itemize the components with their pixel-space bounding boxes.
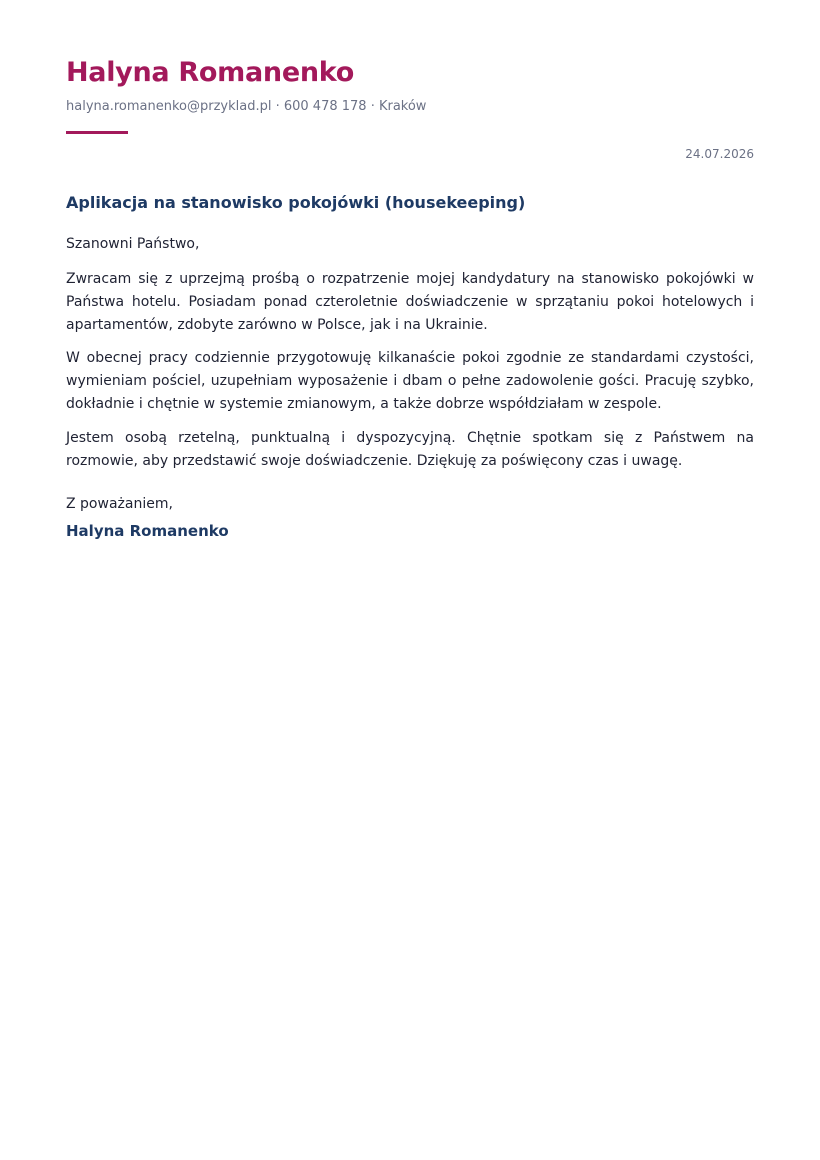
applicant-name: Halyna Romanenko: [66, 57, 354, 88]
accent-divider: [66, 131, 128, 134]
letter-closing: Z poważaniem,: [66, 496, 173, 512]
letter-paragraph: W obecnej pracy codziennie przygotowuję kilkanaście pokoi zgodnie ze standardami czystości, wymieniam pościel, uzupełniam wyposażenie i dbam o pełne zadowolenie gości. Pracuję szybko, dokładnie i chętnie w systemie zmianowym, a także dobrze współdziałam w zespole.: [66, 350, 754, 412]
contact-line: halyna.romanenko@przyklad.pl · 600 478 178 · Kraków: [66, 99, 427, 114]
letter-paragraph: Jestem osobą rzetelną, punktualną i dyspozycyjną. Chętnie spotkam się z Państwem na rozmowie, aby przedstawić swoje doświadczenie. Dziękuję za poświęcony czas i uwagę.: [66, 430, 754, 469]
letter-signature: Halyna Romanenko: [66, 522, 229, 540]
letter-date: 24.07.2026: [685, 147, 754, 161]
letter-subject: Aplikacja na stanowisko pokojówki (housekeeping): [66, 193, 526, 212]
letter-greeting: Szanowni Państwo,: [66, 236, 200, 252]
letter-paragraph: Zwracam się z uprzejmą prośbą o rozpatrzenie mojej kandydatury na stanowisko pokojówki w Państwa hotelu. Posiadam ponad czteroletnie doświadczenie w sprzątaniu pokoi hotelowych i apartamentów, zdobyte zarówno w Polsce, jak i na Ukrainie.: [66, 271, 754, 333]
